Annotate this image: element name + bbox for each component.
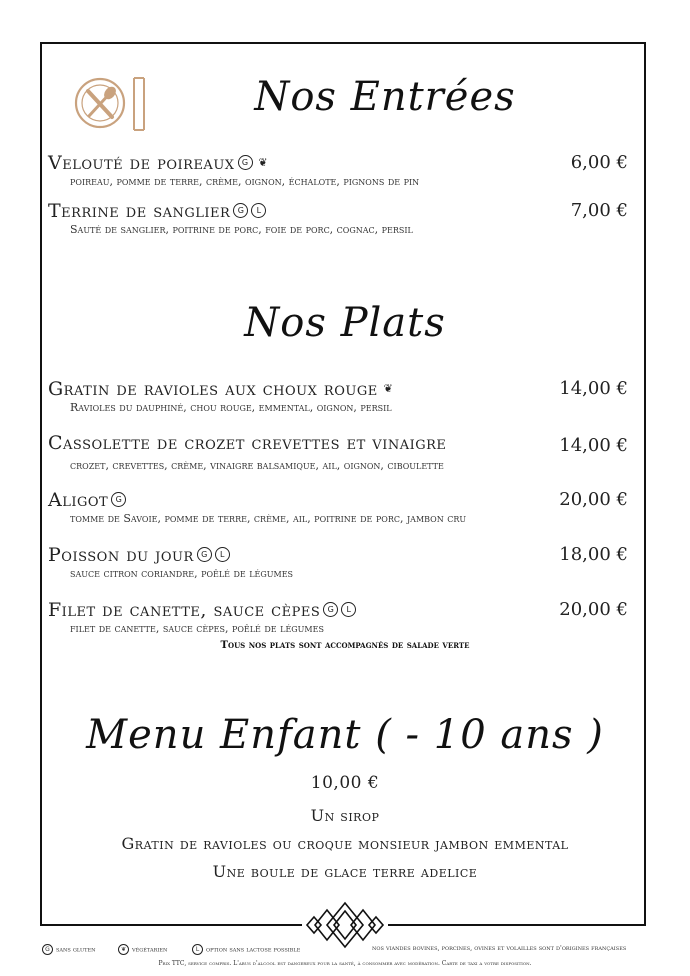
- item-name: Cassolette de crozet crevettes et vinaigre: [48, 432, 447, 454]
- menu-item-terrine: [48, 200, 630, 236]
- item-price: 20,00 €: [559, 599, 628, 620]
- menu-item-poisson: [48, 544, 630, 580]
- item-description: tomme de Savoie, pomme de terre, crème, ail, poitrine de porc, jambon cru: [70, 512, 467, 525]
- menu-item-gratin: [48, 378, 630, 414]
- item-name: Gratin de ravioles aux choux rouge: [48, 378, 378, 400]
- gluten-free-icon: G: [323, 602, 338, 617]
- item-price: 14,00 €: [559, 435, 628, 456]
- gluten-free-icon: G: [42, 944, 53, 955]
- item-name: Aligot: [48, 489, 109, 511]
- vegetarian-leaf-icon: ❦: [383, 382, 393, 395]
- item-name: Poisson du jour: [48, 544, 194, 566]
- menu-item-cassolette: [48, 432, 630, 472]
- item-description: Ravioles du dauphiné, chou rouge, emmental, oignon, persil: [70, 401, 392, 414]
- item-price: 18,00 €: [559, 544, 628, 565]
- legend-gluten: G sans gluten: [42, 944, 96, 955]
- legal-footer: Prix TTC, service compris. L'abus d'alcool est dangereux pour la santé, à consommer avec modération. Carte de taxi a votre disposition.: [158, 960, 532, 967]
- menu-item-canette: [48, 599, 630, 635]
- item-description: crozet, crevettes, crème, vinaigre balsamique, ail, oignon, ciboulette: [70, 459, 444, 472]
- item-description: Sauté de sanglier, poitrine de porc, foie de porc, cognac, persil: [70, 223, 413, 236]
- diamond-ornament: [302, 900, 388, 950]
- lactose-free-icon: L: [192, 944, 203, 955]
- lactose-free-icon: L: [215, 547, 230, 562]
- vegetarian-leaf-icon: ❦: [118, 944, 129, 955]
- lactose-free-icon: L: [251, 203, 266, 218]
- item-description: poireau, pomme de terre, crème, oignon, échalote, pignons de pin: [70, 175, 420, 188]
- vegetarian-leaf-icon: ❦: [258, 156, 268, 169]
- enfant-line-sirop: Un sirop: [310, 806, 380, 825]
- legend-lactose: L option sans lactose possible: [192, 944, 300, 955]
- menu-item-aligot: [48, 489, 630, 525]
- item-name: Filet de canette, sauce cèpes: [48, 599, 321, 621]
- gluten-free-icon: G: [233, 203, 248, 218]
- enfant-price: 10,00 €: [310, 773, 380, 793]
- item-price: 6,00 €: [570, 152, 628, 173]
- gluten-free-icon: G: [238, 155, 253, 170]
- item-price: 14,00 €: [559, 378, 628, 399]
- item-description: filet de canette, sauce cèpes, poêlé de légumes: [70, 622, 324, 635]
- section-title-plats: Nos Plats: [244, 300, 446, 346]
- item-price: 7,00 €: [570, 200, 628, 221]
- item-description: sauce citron coriandre, poêlé de légumes: [70, 567, 294, 580]
- menu-item-veloute: [48, 152, 630, 188]
- item-price: 20,00 €: [559, 489, 628, 510]
- gluten-free-icon: G: [111, 492, 126, 507]
- item-name: Velouté de poireaux: [48, 152, 235, 174]
- section-title-enfant: Menu Enfant ( - 10 ans ): [86, 712, 604, 758]
- legend-vegetarien: ❦ végétarien: [118, 944, 167, 955]
- item-name: Terrine de sanglier: [48, 200, 231, 222]
- section-title-entrees: Nos Entrées: [254, 74, 516, 120]
- plats-note: Tous nos plats sont accompagnés de salade verte: [220, 640, 470, 651]
- gluten-free-icon: G: [197, 547, 212, 562]
- enfant-line-plat: Gratin de ravioles ou croque monsieur jambon emmental: [121, 834, 569, 853]
- legend-origine: nos viandes bovines, porcines, ovines et volailles sont d'origines françaises: [372, 944, 627, 952]
- enfant-line-dessert: Une boule de glace terre adelice: [212, 862, 478, 881]
- lactose-free-icon: L: [341, 602, 356, 617]
